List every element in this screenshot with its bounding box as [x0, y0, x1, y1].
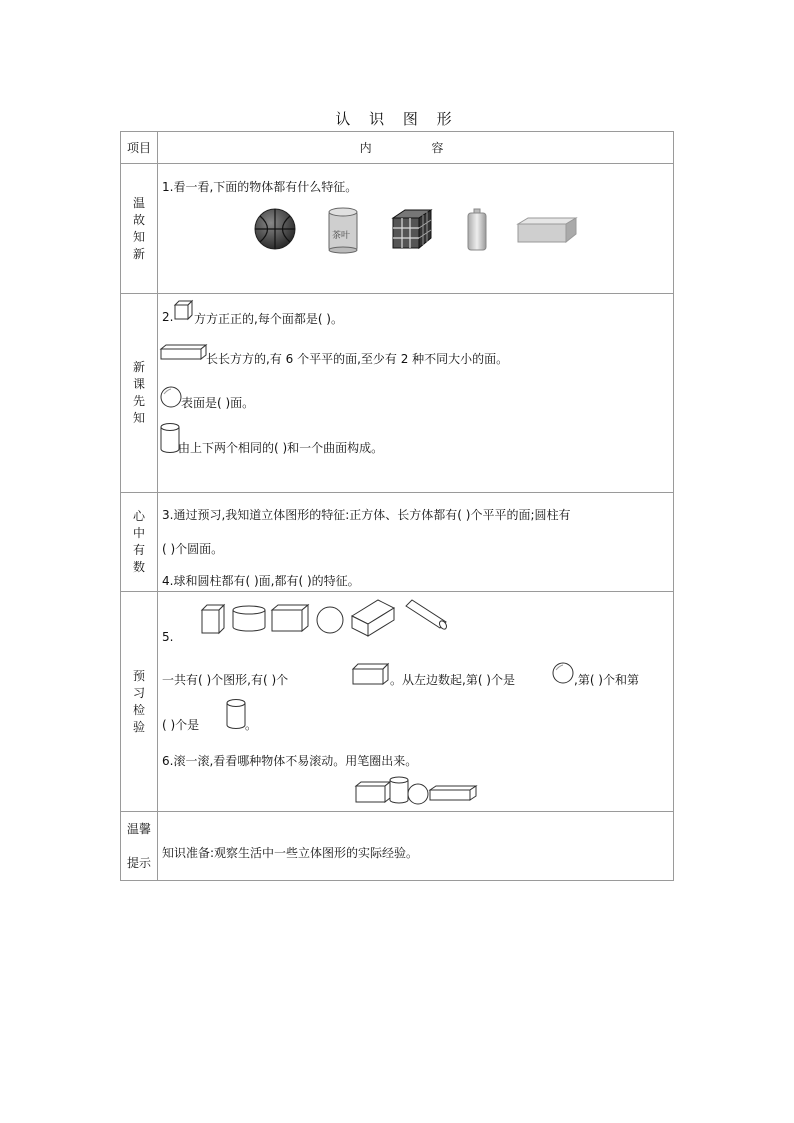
cylinder-icon — [226, 698, 246, 730]
question-5-b: 。从左边数起,第( )个是 — [390, 673, 515, 687]
rolling-shapes-icon — [354, 774, 482, 806]
battery-icon — [466, 208, 488, 252]
section-content — [158, 294, 674, 493]
shapes-row-icon — [200, 598, 460, 642]
worksheet-table — [120, 131, 674, 881]
section-label: 温馨提示 — [121, 812, 158, 881]
sphere-icon — [160, 386, 182, 408]
section-label: 新课先知 — [121, 294, 158, 493]
section-tips — [121, 812, 674, 881]
section-label: 温故知新 — [121, 164, 158, 294]
section-label: 预习检验 — [121, 592, 158, 812]
question-3-line2: ( )个圆面。 — [162, 542, 224, 556]
section-content — [158, 493, 674, 592]
question-5-a: 一共有( )个图形,有( )个 — [162, 673, 289, 687]
question-2-sphere: 表面是( )面。 — [181, 396, 255, 410]
tips-text: 知识准备:观察生活中一些立体图形的实际经验。 — [162, 846, 419, 860]
cuboid-icon — [352, 662, 390, 686]
question-5-c: ,第( )个和第 — [574, 673, 639, 687]
box-icon — [516, 216, 578, 244]
header-item: 项目 — [121, 132, 158, 164]
tea-label: 茶叶 — [332, 231, 351, 241]
cuboid-icon — [160, 344, 208, 360]
section-preview — [121, 294, 674, 493]
section-check — [121, 592, 674, 812]
question-1: 1.看一看,下面的物体都有什么特征。 — [162, 180, 358, 194]
question-2-prefix: 2. — [162, 310, 174, 324]
rubiks-cube-icon — [391, 208, 433, 250]
section-content — [158, 164, 674, 294]
page-title: 认 识 图 形 — [335, 110, 459, 128]
question-2-cylinder: 由上下两个相同的( )和一个曲面构成。 — [178, 441, 384, 455]
header-row — [121, 132, 674, 164]
cube-icon — [174, 300, 194, 322]
section-content — [158, 592, 674, 812]
question-2-cuboid: 长长方方的,有 6 个平平的面,至少有 2 种不同大小的面。 — [206, 352, 509, 366]
question-3-line1: 3.通过预习,我知道立体图形的特征:正方体、长方体都有( )个平平的面;圆柱有 — [162, 508, 571, 522]
header-content: 内 容 — [158, 132, 674, 164]
section-content — [158, 812, 674, 881]
section-label: 心中有数 — [121, 493, 158, 592]
section-mind — [121, 493, 674, 592]
question-6: 6.滚一滚,看看哪种物体不易滚动。用笔圈出来。 — [162, 754, 418, 768]
section-review — [121, 164, 674, 294]
question-2-cube: 方方正正的,每个面都是( )。 — [194, 312, 343, 326]
basketball-icon — [254, 208, 298, 252]
question-5-prefix: 5. — [162, 630, 174, 644]
question-5-d: ( )个是 — [162, 718, 200, 732]
question-5-e: 。 — [245, 718, 258, 732]
cylinder-icon — [160, 422, 180, 454]
sphere-icon — [552, 662, 574, 684]
question-4: 4.球和圆柱都有( )面,都有( )的特征。 — [162, 574, 360, 588]
